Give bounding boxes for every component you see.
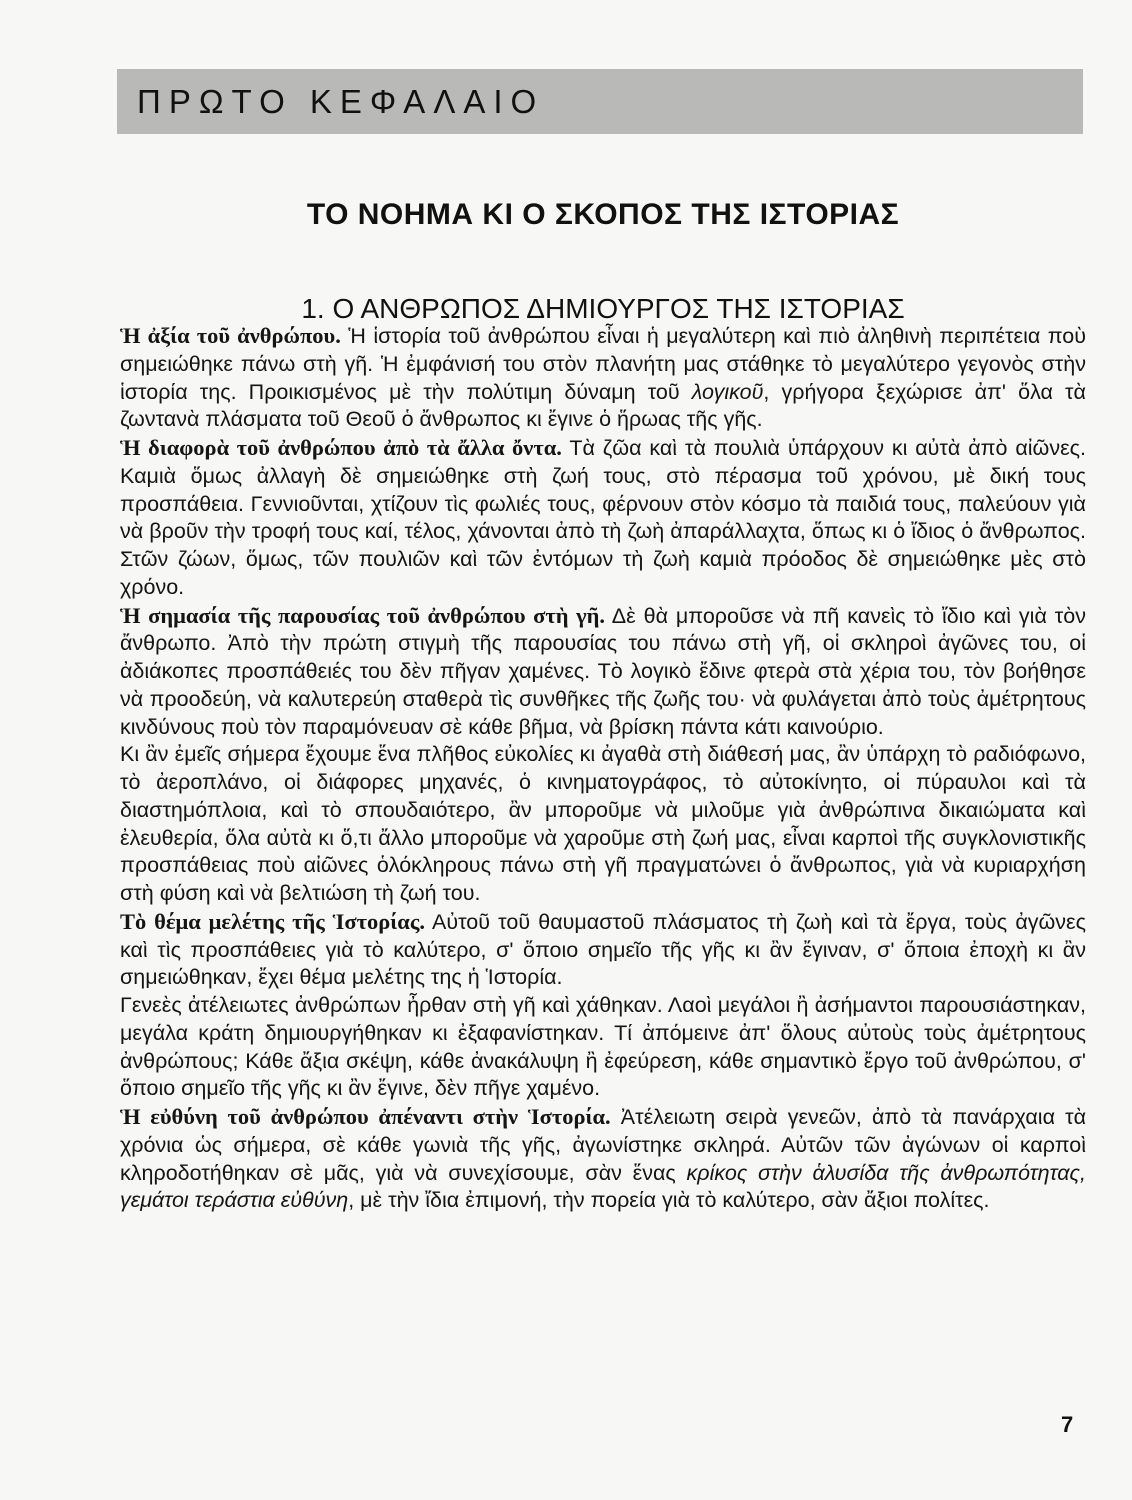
paragraph-text: Ἀτέλειωτη σειρὰ γενεῶν, ἀπὸ τὰ πανάρχαια τὰ χρόνια ὡς σήμερα, σὲ κάθε γωνιὰ τῆς γῆς, ἀγωνίστηκε σκληρά. Αὐτῶν τῶν ἀγώνων οἱ καρποὶ κληροδοτήθηκαν σὲ μᾶς, γιὰ νὰ συνεχίσουμε, σὰν ἕνας [120, 1105, 1087, 1185]
paragraph-text: Δὲ θὰ μποροῦσε νὰ πῆ κανεὶς τὸ ἴδιο καὶ γιὰ τὸν ἄνθρωπο. Ἀπὸ τὴν πρώτη στιγμὴ τῆς παρουσίας του πάνω στὴ γῆ, οἱ σκληροὶ ἀγῶνες του, οἱ ἀδιάκοπες προσπάθειές του δὲν πῆγαν χαμένες. Τὸ λογικὸ ἔδινε φτερὰ στὰ χέρια του, τὸν βοήθησε νὰ προοδεύη, νὰ καλυτερεύη σταθερὰ τὶς συνθῆκες τῆς ζωῆς του· νὰ φυλάγεται ἀπὸ τοὺς ἀμέτρητους κινδύνους ποὺ τὸν παραμόνευαν σὲ κάθε βῆμα, νὰ βρίσκη πάντα κάτι καινούριο. [120, 603, 1087, 739]
page-title: ΤΟ ΝΟΗΜΑ ΚΙ Ο ΣΚΟΠΟΣ ΤΗΣ ΙΣΤΟΡΙΑΣ [306, 198, 900, 231]
paragraph-modern-goods [120, 741, 1086, 908]
paragraph-heading: Ἡ σημασία τῆς παρουσίας τοῦ ἀνθρώπου στὴ γῆ. [120, 602, 606, 628]
paragraph-subject-of-history [120, 908, 1086, 992]
paragraph-responsibility [120, 1103, 1086, 1215]
section-title: 1. Ο ΑΝΘΡΩΠΟΣ ΔΗΜΙΟΥΡΓΟΣ ΤΗΣ ΙΣΤΟΡΙΑΣ [301, 293, 905, 324]
paragraph-significance-of-presence [120, 602, 1086, 742]
body-text [120, 322, 1086, 1215]
paragraph-text: Ἡ ἱστορία τοῦ ἀνθρώπου εἶναι ἡ μεγαλύτερη καὶ πιὸ ἀληθινὴ περιπέτεια ποὺ σημειώθηκε πάνω στὴ γῆ. Ἡ ἐμφάνισή του στὸν πλανήτη μας στάθηκε τὸ μεγαλύτερο γεγονὸς στὴν ἱστορία της. Προικισμένος μὲ τὴν πολύτιμη δύναμη τοῦ [120, 324, 1086, 404]
paragraph-italic: κρίκος στὴν ἁλυσίδα τῆς ἀνθρωπότητας, γεμάτοι τεράστια εὐθύνη [120, 1160, 1086, 1213]
paragraph-generations [120, 992, 1086, 1103]
paragraph-heading: Ἡ διαφορὰ τοῦ ἀνθρώπου ἀπὸ τὰ ἄλλα ὄντα. [120, 435, 562, 460]
paragraph-difference-from-beings [120, 434, 1086, 602]
paragraph-text: Αὐτοῦ τοῦ θαυμαστοῦ πλάσματος τὴ ζωὴ καὶ τὰ ἔργα, τοὺς ἀγῶνες καὶ τὶς προσπάθειες γιὰ τὸ καλύτερο, σ' ὅποιο σημεῖο τῆς γῆς κι ἂν ἔγιναν, σ' ὅποια ἐποχὴ κι ἂν σημειώθηκαν, ἔχει θέμα μελέτης της ἡ Ἱστορία. [120, 909, 1087, 990]
paragraph-text-continued: , γρήγορα ξεχώρισε ἀπ' ὅλα τὰ ζωντανὰ πλάσματα τοῦ Θεοῦ ὁ ἄνθρωπος κι ἔγινε ὁ ἥρωας τῆς γῆς. [120, 379, 1086, 432]
paragraph-heading: Τὸ θέμα μελέτης τῆς Ἱστορίας. [120, 908, 425, 934]
paragraph-heading: Ἡ εὐθύνη τοῦ ἀνθρώπου ἀπέναντι στὴν Ἱστορία. [120, 1104, 611, 1129]
paragraph-heading: Ἡ ἀξία τοῦ ἀνθρώπου. [120, 323, 341, 348]
paragraph-text: Κι ἂν ἐμεῖς σήμερα ἔχουμε ἕνα πλῆθος εὐκολίες κι ἀγαθὰ στὴ διάθεσή μας, ἂν ὑπάρχη τὸ ραδιόφωνο, τὸ ἀεροπλάνο, οἱ διάφορες μηχανές, ὁ κινηματογράφος, τὸ αὐτοκίνητο, οἱ πύραυλοι καὶ τὰ διαστημόπλοια, καὶ τὸ σπουδαιότερο, ἂν μποροῦμε νὰ μιλοῦμε γιὰ ἀνθρώπινα δικαιώματα καὶ ἐλευθερία, ὅλα αὐτὰ κι ὅ,τι ἄλλο μποροῦμε νὰ χαροῦμε στὴ ζωή μας, εἶναι καρποὶ τῆς συγκλονιστικῆς προσπάθειας ποὺ αἰῶνες ὁλόκληρους πάνω στὴ γῆ πραγματώνει ὁ ἄνθρωπος, γιὰ νὰ κυριαρχήση στὴ φύση καὶ νὰ βελτιώση τὴ ζωή του. [120, 742, 1086, 905]
paragraph-text: Γενεὲς ἀτέλειωτες ἀνθρώπων ἦρθαν στὴ γῆ καὶ χάθηκαν. Λαοὶ μεγάλοι ἢ ἀσήμαντοι παρουσιάστηκαν, μεγάλα κράτη δημιουργήθηκαν κι ἐξαφανίστηκαν. Τί ἀπόμεινε ἀπ' ὅλους αὐτοὺς τοὺς ἀμέτρητους ἀνθρώπους; Κάθε ἄξια σκέψη, κάθε ἀνακάλυψη ἢ ἐφεύρεση, κάθε σημαντικὸ ἔργο τοῦ ἀνθρώπου, σ' ὅποιο σημεῖο τῆς γῆς κι ἂν ἔγινε, δὲν πῆγε χαμένο. [120, 993, 1086, 1101]
chapter-banner [117, 69, 1083, 134]
paragraph-text: Τὰ ζῶα καὶ τὰ πουλιὰ ὑπάρχουν κι αὐτὰ ἀπὸ αἰῶνες. Καμιὰ ὅμως ἀλλαγὴ δὲ σημειώθηκε στὴ ζωή τους, στὸ πέρασμα τοῦ χρόνου, μὲ δική τους προσπάθεια. Γεννιοῦνται, χτίζουν τὶς φωλιές τους, φέρνουν στὸν κόσμο τὰ παιδιά τους, παλεύουν γιὰ νὰ βροῦν τὴν τροφή τους καί, τέλος, χάνονται ἀπὸ τὴ ζωὴ ἀπαράλλαχτα, ὅπως κι ὁ ἴδιος ὁ ἄνθρωπος. Στῶν ζώων, ὅμως, τῶν πουλιῶν καὶ τῶν ἐντόμων τὴ ζωὴ καμιὰ πρόοδος δὲ σημειώθηκε μὲς στὸ χρόνο. [120, 436, 1086, 599]
chapter-label: ΠΡΩΤΟ ΚΕΦΑΛΑΙΟ [137, 82, 545, 120]
paragraph-text-continued: , μὲ τὴν ἴδια ἐπιμονή, τὴν πορεία γιὰ τὸ καλύτερο, σὰν ἄξιοι πολίτες. [348, 1188, 990, 1213]
page-number: 7 [1061, 1412, 1074, 1437]
paragraph-value-of-man [120, 322, 1086, 434]
paragraph-italic: λογικοῦ [691, 379, 764, 404]
